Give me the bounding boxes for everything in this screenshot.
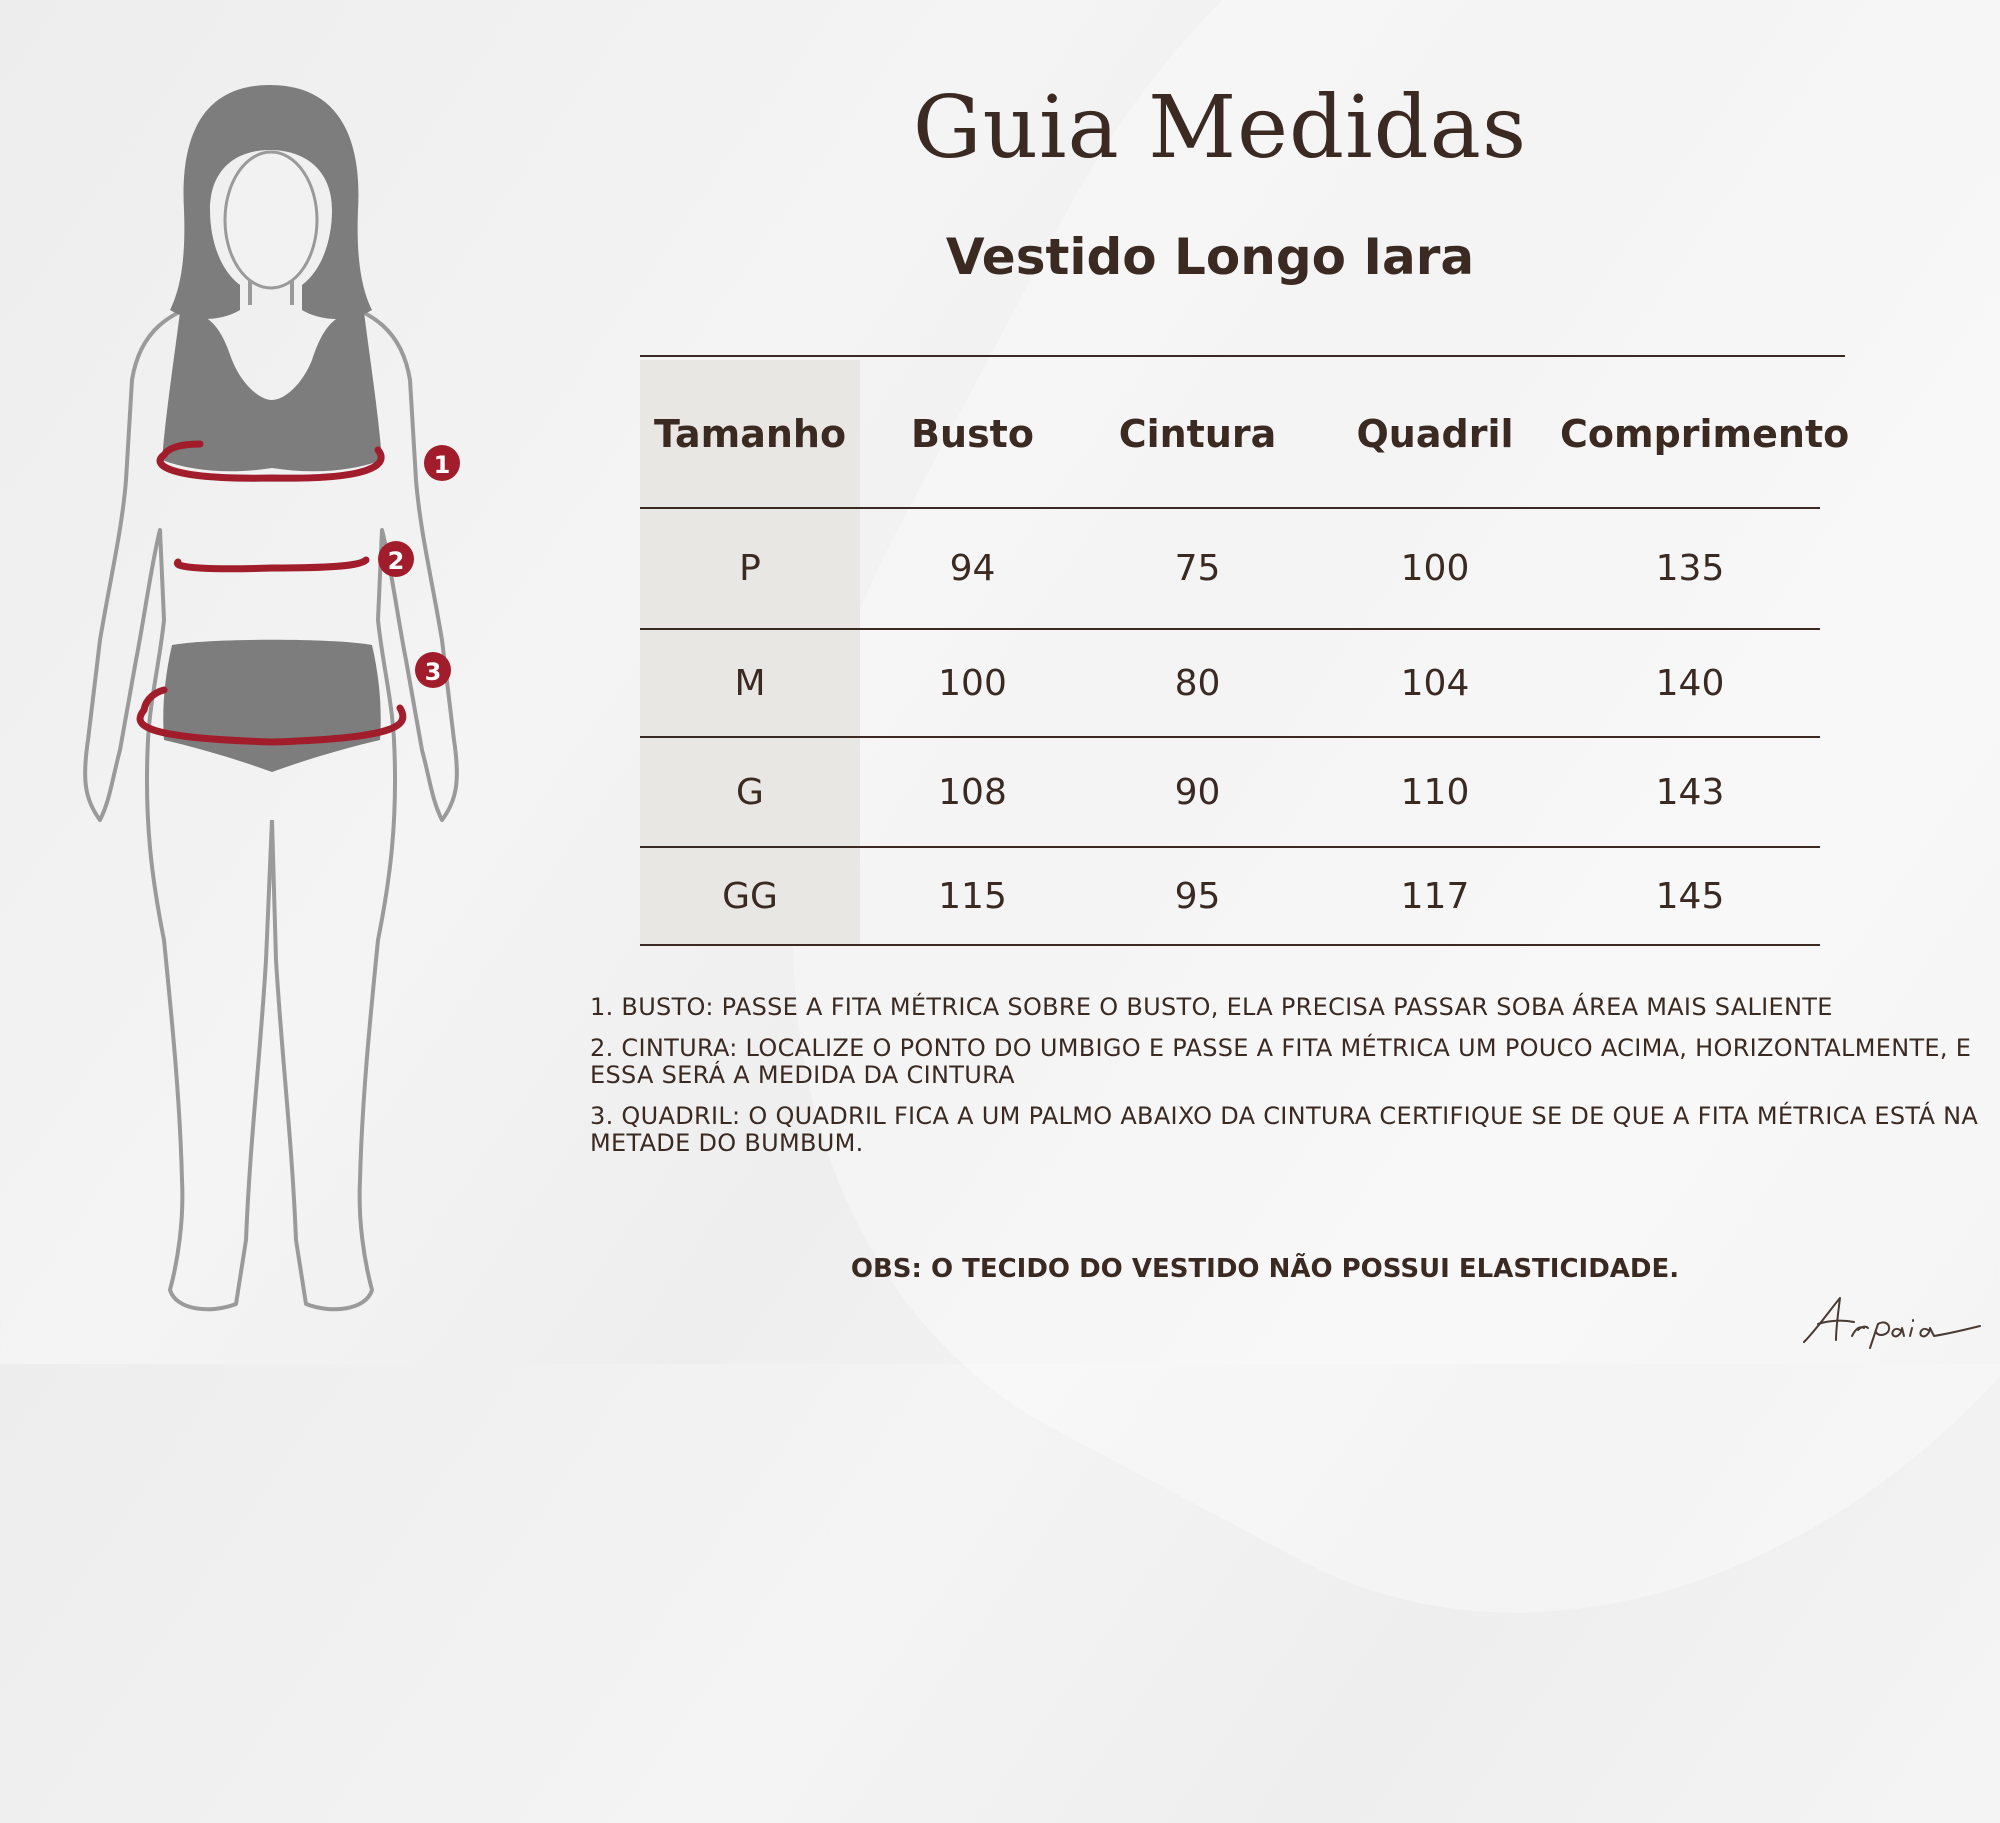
header-busto: Busto: [860, 360, 1085, 508]
cell-size: M: [640, 629, 860, 737]
page-title: Guia Medidas: [912, 78, 1528, 178]
marker-1-label: 1: [433, 451, 451, 479]
cell-cintura: 80: [1085, 629, 1310, 737]
signature-logo-icon: [1796, 1290, 1986, 1350]
marker-1: [424, 445, 460, 481]
cell-quadril: 100: [1310, 508, 1560, 629]
measurement-notes: [590, 994, 1990, 1171]
cell-comprimento: 145: [1560, 847, 1820, 945]
marker-2: [378, 541, 414, 577]
cell-busto: 115: [860, 847, 1085, 945]
marker-2-label: 2: [387, 547, 405, 575]
marker-3: [415, 652, 451, 688]
page-subtitle: Vestido Longo Iara: [945, 228, 1475, 286]
briefs-shape: [163, 640, 380, 772]
table-row: [640, 508, 1820, 629]
waist-band: [177, 560, 366, 569]
header-cintura: Cintura: [1085, 360, 1310, 508]
cell-cintura: 90: [1085, 737, 1310, 847]
cell-quadril: 110: [1310, 737, 1560, 847]
header-tamanho: Tamanho: [640, 360, 860, 508]
fabric-observation: OBS: O TECIDO DO VESTIDO NÃO POSSUI ELASTICIDADE.: [850, 1254, 1680, 1284]
cell-comprimento: 140: [1560, 629, 1820, 737]
size-table: [640, 360, 1850, 946]
table-header-row: [640, 360, 1820, 508]
cell-size: G: [640, 737, 860, 847]
body-silhouette-illustration: [60, 60, 520, 1350]
cell-size: P: [640, 508, 860, 629]
cell-comprimento: 135: [1560, 508, 1820, 629]
cell-cintura: 95: [1085, 847, 1310, 945]
marker-3-label: 3: [424, 658, 442, 686]
cell-quadril: 104: [1310, 629, 1560, 737]
table-row: [640, 847, 1820, 945]
face-shape: [225, 152, 317, 288]
cell-comprimento: 143: [1560, 737, 1820, 847]
cell-busto: 100: [860, 629, 1085, 737]
header-quadril: Quadril: [1310, 360, 1560, 508]
cell-quadril: 117: [1310, 847, 1560, 945]
cell-cintura: 75: [1085, 508, 1310, 629]
table-row: [640, 629, 1820, 737]
note-busto: 1. BUSTO: PASSE A FITA MÉTRICA SOBRE O BUSTO, ELA PRECISA PASSAR SOBA ÁREA MAIS SALIENTE: [590, 993, 1833, 1021]
cell-size: GG: [640, 847, 860, 945]
cell-busto: 108: [860, 737, 1085, 847]
header-comprimento: Comprimento: [1560, 360, 1820, 508]
note-quadril: 3. QUADRIL: O QUADRIL FICA A UM PALMO ABAIXO DA CINTURA CERTIFIQUE SE DE QUE A FITA MÉTRICA ESTÁ NA METADE DO BUMBUM.: [590, 1102, 1979, 1157]
cell-busto: 94: [860, 508, 1085, 629]
table-top-rule: [640, 355, 1845, 357]
table-row: [640, 737, 1820, 847]
note-cintura: 2. CINTURA: LOCALIZE O PONTO DO UMBIGO E PASSE A FITA MÉTRICA UM POUCO ACIMA, HORIZONTALMENTE, E ESSA SERÁ A MEDIDA DA CINTURA: [590, 1034, 1972, 1089]
